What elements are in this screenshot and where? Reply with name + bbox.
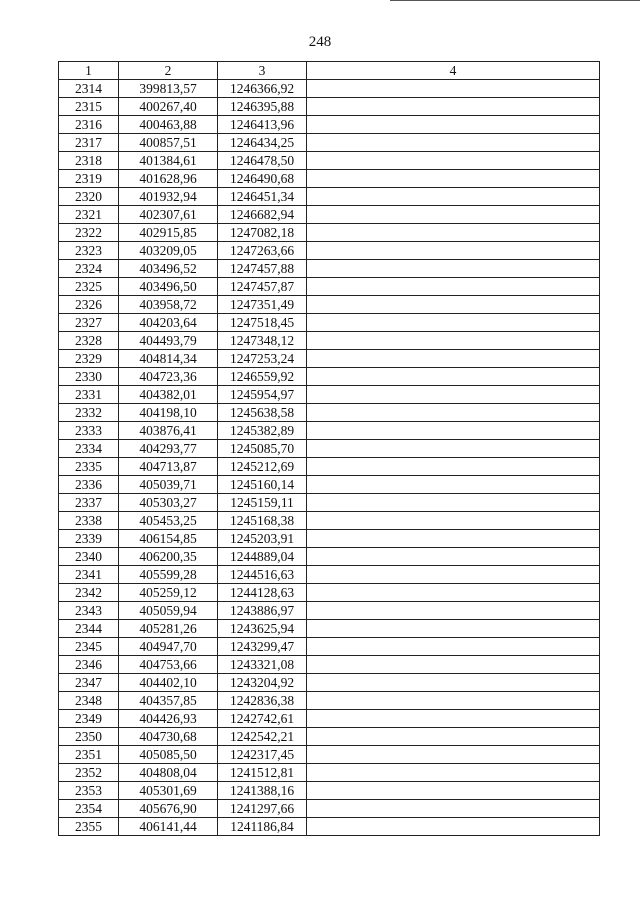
x-coordinate-cell: 404357,85 (119, 692, 218, 710)
y-coordinate-cell: 1243204,92 (218, 674, 307, 692)
table-row (59, 458, 600, 476)
note-cell (307, 152, 600, 170)
table-row (59, 98, 600, 116)
x-coordinate-cell: 400857,51 (119, 134, 218, 152)
table-row (59, 818, 600, 836)
x-coordinate-cell: 405259,12 (119, 584, 218, 602)
y-coordinate-cell: 1242542,21 (218, 728, 307, 746)
point-number-cell: 2325 (59, 278, 119, 296)
y-coordinate-cell: 1242742,61 (218, 710, 307, 728)
table-row (59, 242, 600, 260)
table-row (59, 656, 600, 674)
point-number-cell: 2337 (59, 494, 119, 512)
table-row (59, 548, 600, 566)
x-coordinate-cell: 401384,61 (119, 152, 218, 170)
x-coordinate-cell: 404730,68 (119, 728, 218, 746)
point-number-cell: 2348 (59, 692, 119, 710)
note-cell (307, 98, 600, 116)
table-row (59, 350, 600, 368)
y-coordinate-cell: 1245212,69 (218, 458, 307, 476)
note-cell (307, 206, 600, 224)
note-cell (307, 746, 600, 764)
point-number-cell: 2321 (59, 206, 119, 224)
table-row (59, 152, 600, 170)
y-coordinate-cell: 1246559,92 (218, 368, 307, 386)
y-coordinate-cell: 1247263,66 (218, 242, 307, 260)
column-header-2: 2 (119, 62, 218, 80)
x-coordinate-cell: 399813,57 (119, 80, 218, 98)
y-coordinate-cell: 1243625,94 (218, 620, 307, 638)
point-number-cell: 2332 (59, 404, 119, 422)
y-coordinate-cell: 1246490,68 (218, 170, 307, 188)
x-coordinate-cell: 404808,04 (119, 764, 218, 782)
point-number-cell: 2352 (59, 764, 119, 782)
point-number-cell: 2327 (59, 314, 119, 332)
x-coordinate-cell: 405085,50 (119, 746, 218, 764)
y-coordinate-cell: 1241297,66 (218, 800, 307, 818)
note-cell (307, 476, 600, 494)
point-number-cell: 2330 (59, 368, 119, 386)
y-coordinate-cell: 1243321,08 (218, 656, 307, 674)
point-number-cell: 2331 (59, 386, 119, 404)
note-cell (307, 458, 600, 476)
point-number-cell: 2353 (59, 782, 119, 800)
point-number-cell: 2342 (59, 584, 119, 602)
x-coordinate-cell: 403496,52 (119, 260, 218, 278)
table-row (59, 224, 600, 242)
note-cell (307, 422, 600, 440)
y-coordinate-cell: 1246413,96 (218, 116, 307, 134)
y-coordinate-cell: 1246451,34 (218, 188, 307, 206)
point-number-cell: 2336 (59, 476, 119, 494)
table-row (59, 692, 600, 710)
y-coordinate-cell: 1247457,87 (218, 278, 307, 296)
note-cell (307, 530, 600, 548)
table-row (59, 476, 600, 494)
table-row (59, 314, 600, 332)
point-number-cell: 2341 (59, 566, 119, 584)
table-row (59, 728, 600, 746)
table-row (59, 512, 600, 530)
point-number-cell: 2324 (59, 260, 119, 278)
note-cell (307, 260, 600, 278)
point-number-cell: 2322 (59, 224, 119, 242)
point-number-cell: 2317 (59, 134, 119, 152)
note-cell (307, 80, 600, 98)
top-edge-rule (390, 0, 640, 1)
point-number-cell: 2346 (59, 656, 119, 674)
note-cell (307, 800, 600, 818)
y-coordinate-cell: 1243299,47 (218, 638, 307, 656)
point-number-cell: 2345 (59, 638, 119, 656)
table-row (59, 206, 600, 224)
y-coordinate-cell: 1246395,88 (218, 98, 307, 116)
table-row (59, 800, 600, 818)
point-number-cell: 2314 (59, 80, 119, 98)
y-coordinate-cell: 1242317,45 (218, 746, 307, 764)
x-coordinate-cell: 404723,36 (119, 368, 218, 386)
y-coordinate-cell: 1243886,97 (218, 602, 307, 620)
note-cell (307, 242, 600, 260)
note-cell (307, 314, 600, 332)
x-coordinate-cell: 405599,28 (119, 566, 218, 584)
table-row (59, 404, 600, 422)
column-header-3: 3 (218, 62, 307, 80)
y-coordinate-cell: 1245085,70 (218, 440, 307, 458)
x-coordinate-cell: 403876,41 (119, 422, 218, 440)
note-cell (307, 404, 600, 422)
x-coordinate-cell: 403496,50 (119, 278, 218, 296)
note-cell (307, 584, 600, 602)
note-cell (307, 188, 600, 206)
table-row (59, 386, 600, 404)
x-coordinate-cell: 404753,66 (119, 656, 218, 674)
note-cell (307, 602, 600, 620)
x-coordinate-cell: 405281,26 (119, 620, 218, 638)
y-coordinate-cell: 1247253,24 (218, 350, 307, 368)
note-cell (307, 728, 600, 746)
y-coordinate-cell: 1245954,97 (218, 386, 307, 404)
table-row (59, 368, 600, 386)
point-number-cell: 2334 (59, 440, 119, 458)
table-row (59, 278, 600, 296)
y-coordinate-cell: 1247348,12 (218, 332, 307, 350)
x-coordinate-cell: 404402,10 (119, 674, 218, 692)
note-cell (307, 620, 600, 638)
table-row (59, 80, 600, 98)
y-coordinate-cell: 1246682,94 (218, 206, 307, 224)
y-coordinate-cell: 1247457,88 (218, 260, 307, 278)
y-coordinate-cell: 1245382,89 (218, 422, 307, 440)
x-coordinate-cell: 404713,87 (119, 458, 218, 476)
x-coordinate-cell: 405453,25 (119, 512, 218, 530)
x-coordinate-cell: 405059,94 (119, 602, 218, 620)
point-number-cell: 2340 (59, 548, 119, 566)
table-row (59, 170, 600, 188)
point-number-cell: 2338 (59, 512, 119, 530)
note-cell (307, 818, 600, 836)
table-row (59, 440, 600, 458)
note-cell (307, 692, 600, 710)
x-coordinate-cell: 401628,96 (119, 170, 218, 188)
note-cell (307, 440, 600, 458)
y-coordinate-cell: 1244516,63 (218, 566, 307, 584)
y-coordinate-cell: 1247518,45 (218, 314, 307, 332)
x-coordinate-cell: 403958,72 (119, 296, 218, 314)
point-number-cell: 2343 (59, 602, 119, 620)
y-coordinate-cell: 1244128,63 (218, 584, 307, 602)
page-number: 248 (308, 34, 332, 50)
point-number-cell: 2319 (59, 170, 119, 188)
note-cell (307, 638, 600, 656)
note-cell (307, 566, 600, 584)
x-coordinate-cell: 404203,64 (119, 314, 218, 332)
point-number-cell: 2315 (59, 98, 119, 116)
x-coordinate-cell: 402307,61 (119, 206, 218, 224)
note-cell (307, 386, 600, 404)
x-coordinate-cell: 404814,34 (119, 350, 218, 368)
note-cell (307, 278, 600, 296)
table-row (59, 134, 600, 152)
y-coordinate-cell: 1245638,58 (218, 404, 307, 422)
y-coordinate-cell: 1242836,38 (218, 692, 307, 710)
note-cell (307, 116, 600, 134)
note-cell (307, 548, 600, 566)
point-number-cell: 2333 (59, 422, 119, 440)
table-row (59, 566, 600, 584)
point-number-cell: 2323 (59, 242, 119, 260)
point-number-cell: 2351 (59, 746, 119, 764)
point-number-cell: 2316 (59, 116, 119, 134)
note-cell (307, 764, 600, 782)
y-coordinate-cell: 1241388,16 (218, 782, 307, 800)
x-coordinate-cell: 404293,77 (119, 440, 218, 458)
note-cell (307, 296, 600, 314)
x-coordinate-cell: 404426,93 (119, 710, 218, 728)
point-number-cell: 2349 (59, 710, 119, 728)
note-cell (307, 368, 600, 386)
y-coordinate-cell: 1241186,84 (218, 818, 307, 836)
y-coordinate-cell: 1245160,14 (218, 476, 307, 494)
x-coordinate-cell: 402915,85 (119, 224, 218, 242)
point-number-cell: 2339 (59, 530, 119, 548)
y-coordinate-cell: 1246366,92 (218, 80, 307, 98)
table-row (59, 638, 600, 656)
point-number-cell: 2350 (59, 728, 119, 746)
point-number-cell: 2318 (59, 152, 119, 170)
point-number-cell: 2347 (59, 674, 119, 692)
table-row (59, 494, 600, 512)
table-row (59, 620, 600, 638)
note-cell (307, 350, 600, 368)
y-coordinate-cell: 1244889,04 (218, 548, 307, 566)
note-cell (307, 710, 600, 728)
column-header-4: 4 (307, 62, 600, 80)
y-coordinate-cell: 1247082,18 (218, 224, 307, 242)
table-row (59, 422, 600, 440)
y-coordinate-cell: 1245168,38 (218, 512, 307, 530)
table-body (59, 80, 600, 836)
note-cell (307, 494, 600, 512)
x-coordinate-cell: 404493,79 (119, 332, 218, 350)
x-coordinate-cell: 406154,85 (119, 530, 218, 548)
point-number-cell: 2328 (59, 332, 119, 350)
x-coordinate-cell: 400463,88 (119, 116, 218, 134)
point-number-cell: 2354 (59, 800, 119, 818)
column-header-1: 1 (59, 62, 119, 80)
table-row (59, 764, 600, 782)
table-row (59, 584, 600, 602)
point-number-cell: 2329 (59, 350, 119, 368)
point-number-cell: 2320 (59, 188, 119, 206)
table-header-row (59, 62, 600, 80)
y-coordinate-cell: 1245203,91 (218, 530, 307, 548)
x-coordinate-cell: 406141,44 (119, 818, 218, 836)
x-coordinate-cell: 405676,90 (119, 800, 218, 818)
note-cell (307, 224, 600, 242)
note-cell (307, 656, 600, 674)
x-coordinate-cell: 405039,71 (119, 476, 218, 494)
table-row (59, 116, 600, 134)
note-cell (307, 170, 600, 188)
point-number-cell: 2326 (59, 296, 119, 314)
table-row (59, 188, 600, 206)
table-row (59, 710, 600, 728)
note-cell (307, 512, 600, 530)
note-cell (307, 332, 600, 350)
table-row (59, 296, 600, 314)
y-coordinate-cell: 1246434,25 (218, 134, 307, 152)
x-coordinate-cell: 405303,27 (119, 494, 218, 512)
note-cell (307, 134, 600, 152)
coordinates-table (58, 61, 600, 836)
y-coordinate-cell: 1245159,11 (218, 494, 307, 512)
table-row (59, 530, 600, 548)
x-coordinate-cell: 406200,35 (119, 548, 218, 566)
x-coordinate-cell: 404198,10 (119, 404, 218, 422)
x-coordinate-cell: 404382,01 (119, 386, 218, 404)
table-row (59, 782, 600, 800)
table-row (59, 260, 600, 278)
y-coordinate-cell: 1241512,81 (218, 764, 307, 782)
table-row (59, 602, 600, 620)
note-cell (307, 782, 600, 800)
note-cell (307, 674, 600, 692)
point-number-cell: 2344 (59, 620, 119, 638)
x-coordinate-cell: 405301,69 (119, 782, 218, 800)
y-coordinate-cell: 1246478,50 (218, 152, 307, 170)
x-coordinate-cell: 404947,70 (119, 638, 218, 656)
x-coordinate-cell: 400267,40 (119, 98, 218, 116)
y-coordinate-cell: 1247351,49 (218, 296, 307, 314)
point-number-cell: 2355 (59, 818, 119, 836)
table-row (59, 746, 600, 764)
point-number-cell: 2335 (59, 458, 119, 476)
x-coordinate-cell: 403209,05 (119, 242, 218, 260)
x-coordinate-cell: 401932,94 (119, 188, 218, 206)
table-row (59, 332, 600, 350)
table-row (59, 674, 600, 692)
